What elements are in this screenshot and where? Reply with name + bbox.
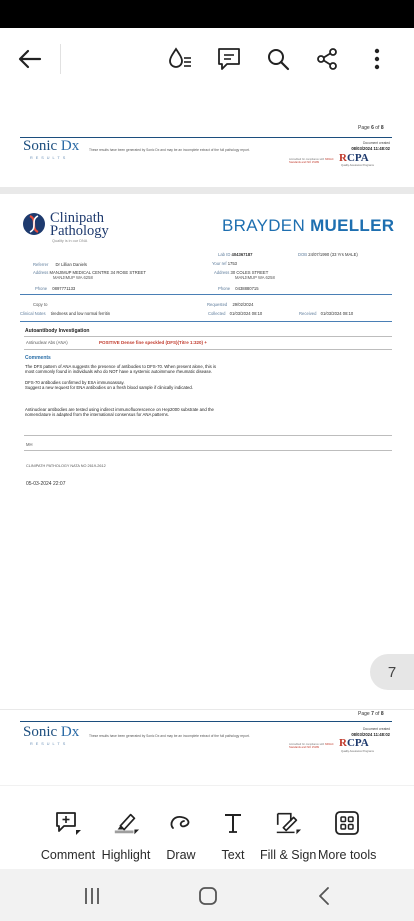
- footer-rule: [20, 721, 392, 722]
- document-created-value: 08/03/2024 11:48:02: [351, 732, 390, 737]
- lab-name-line-1: Clinipath: [50, 210, 104, 226]
- comments-title: Comments: [25, 355, 51, 361]
- referrer: Referrer Dr Lillian Daniels: [33, 262, 87, 267]
- comment-paragraph: Antinuclear antibodies are tested using indirect immunofluorescence on Hep2000 substrate and the nomenclature is adapted from the international consensus for ANA patterns.: [25, 407, 214, 418]
- navigation-bar: [0, 869, 414, 921]
- text-icon: [219, 810, 247, 836]
- patient-name: BRAYDEN MUELLER: [222, 216, 395, 235]
- document-created-label: Document created: [363, 141, 390, 145]
- fill-sign-tool[interactable]: [260, 786, 316, 870]
- header-rule: [20, 294, 392, 295]
- report-datetime: 05-03-2024 22:07: [26, 481, 66, 487]
- mh-rule: [24, 450, 392, 451]
- page-number: Page 7 of 8: [358, 711, 384, 717]
- document-created-label: Document created: [363, 727, 390, 731]
- comment-paragraph: The DFS pattern of ANA suggests the presence of antibodies to DFS-70. When present alone, this is most commonly found in individuals who do NOT have a systemic autoimmune rheumatic disease.: [25, 364, 217, 375]
- search-icon[interactable]: [261, 42, 295, 76]
- sonic-dx-subtitle: RESULTS: [30, 742, 69, 746]
- bottom-tools-bar: [0, 785, 414, 869]
- back-arrow-icon[interactable]: [13, 42, 47, 76]
- accreditation-text: Accredited for compliance with NPAAC Standards and ISO 15189: [289, 158, 334, 164]
- comment-paragraph: Suggest a new request for ENA antibodies on a fresh blood sample if clinically indicated.: [25, 385, 193, 390]
- collected: Collected 01/03/2024 08:10: [208, 311, 263, 316]
- text-tool[interactable]: [212, 786, 254, 870]
- sonic-dx-logo: Sonic Dx: [23, 138, 80, 154]
- highlight-label: Highlight: [101, 848, 151, 862]
- rcpa-logo: RCPA: [339, 737, 369, 749]
- document-created-value: 08/03/2024 11:48:02: [351, 146, 390, 151]
- top-toolbar: [0, 28, 414, 90]
- test-name: Antinuclear Abs (ANA): [26, 340, 68, 345]
- highlight-tool[interactable]: [98, 786, 154, 870]
- accreditation-text: Accredited for compliance with NPAAC Standards and ISO 15189: [289, 743, 334, 749]
- sonic-dx-logo: Sonic Dx: [23, 724, 80, 740]
- page-number: Page 6 of 8: [358, 125, 384, 131]
- requested: Requested 29/02/2024: [207, 302, 254, 307]
- document-viewer[interactable]: [0, 90, 414, 785]
- comment-tool[interactable]: [38, 786, 98, 870]
- text-label: Text: [221, 848, 245, 862]
- patient-address: Address 30 COLES STREET: [214, 270, 269, 275]
- rcpa-logo: RCPA: [339, 152, 369, 164]
- back-icon[interactable]: [306, 882, 342, 910]
- more-tools-icon: [333, 810, 361, 836]
- fill-sign-icon: [274, 810, 302, 836]
- footer-disclaimer: These results have been generated by Sonic Dx and may be an incomplete extract of the full pathology report.: [89, 148, 250, 152]
- sonic-dx-subtitle: RESULTS: [30, 156, 69, 160]
- text-to-speech-icon[interactable]: [163, 42, 197, 76]
- comment-paragraph: DFS-70 antibodies confirmed by ESA immunoassay.: [25, 380, 125, 385]
- rcpa-subtitle: Quality Assurance Programs: [341, 750, 374, 753]
- draw-icon: [167, 810, 195, 836]
- page-7: [0, 194, 414, 709]
- rcpa-subtitle: Quality Assurance Programs: [341, 164, 374, 167]
- section-rule: [24, 336, 392, 337]
- share-icon[interactable]: [310, 42, 344, 76]
- comment-icon: [54, 810, 82, 836]
- clinical-notes: Clinical Notes tiredness and low normal ferritin: [20, 311, 111, 316]
- more-tools-tool[interactable]: [318, 786, 376, 870]
- page-6: [0, 90, 414, 187]
- fill-sign-label: Fill & Sign: [260, 848, 317, 862]
- page-7-footer: [0, 710, 414, 785]
- lab-reference: CLINIPATH PATHOLOGY NATA NO 2619-2612: [26, 464, 106, 468]
- lab-name-line-2: Pathology: [50, 223, 109, 239]
- comment-list-icon[interactable]: [212, 42, 246, 76]
- copy-to-label: Copy to: [33, 302, 48, 307]
- footer-rule: [20, 137, 392, 138]
- referrer-address: Address MANJIMUP MEDICAL CENTRE 34 ROSE STREET: [33, 270, 146, 275]
- patient-phone: Phone 0438880715: [218, 286, 259, 291]
- status-bar: [0, 0, 414, 28]
- more-tools-label: More tools: [318, 848, 377, 862]
- result-rule: [24, 349, 392, 350]
- draw-label: Draw: [166, 848, 196, 862]
- patient-address-line-2: MANJIMUP WA 6258: [235, 275, 275, 280]
- draw-tool[interactable]: [158, 786, 204, 870]
- lab-id: Lab ID 404367187: [218, 252, 253, 257]
- comments-rule: [24, 435, 392, 436]
- details-rule: [20, 321, 392, 322]
- referrer-address-line-2: MANJIMUP WA 6258: [53, 275, 93, 280]
- received: Received 01/03/2024 08:10: [299, 311, 354, 316]
- lab-tagline: Quality is in our DNA: [52, 239, 88, 243]
- mh-code: MH: [26, 442, 33, 447]
- footer-disclaimer: These results have been generated by Sonic Dx and may be an incomplete extract of the full pathology report.: [89, 734, 250, 738]
- section-title: Autoantibody Investigation: [25, 328, 90, 334]
- page-indicator[interactable]: 7: [370, 654, 414, 690]
- comment-label: Comment: [40, 848, 96, 862]
- recent-apps-icon[interactable]: [74, 882, 110, 910]
- your-ref: Your ref 1753: [212, 261, 238, 266]
- test-result: POSITIVE Dense fine speckled (DFS)(Titre 1:320) +: [99, 340, 207, 345]
- clinipath-logo-icon: [22, 210, 46, 238]
- dob: DOB 24/07/1990 (33 Yrs MALE): [298, 252, 358, 257]
- toolbar-divider: [60, 44, 61, 74]
- more-options-icon[interactable]: [360, 42, 394, 76]
- highlight-icon: [112, 810, 140, 836]
- referrer-phone: Phone 0897771133: [35, 286, 76, 291]
- home-icon[interactable]: [190, 882, 226, 910]
